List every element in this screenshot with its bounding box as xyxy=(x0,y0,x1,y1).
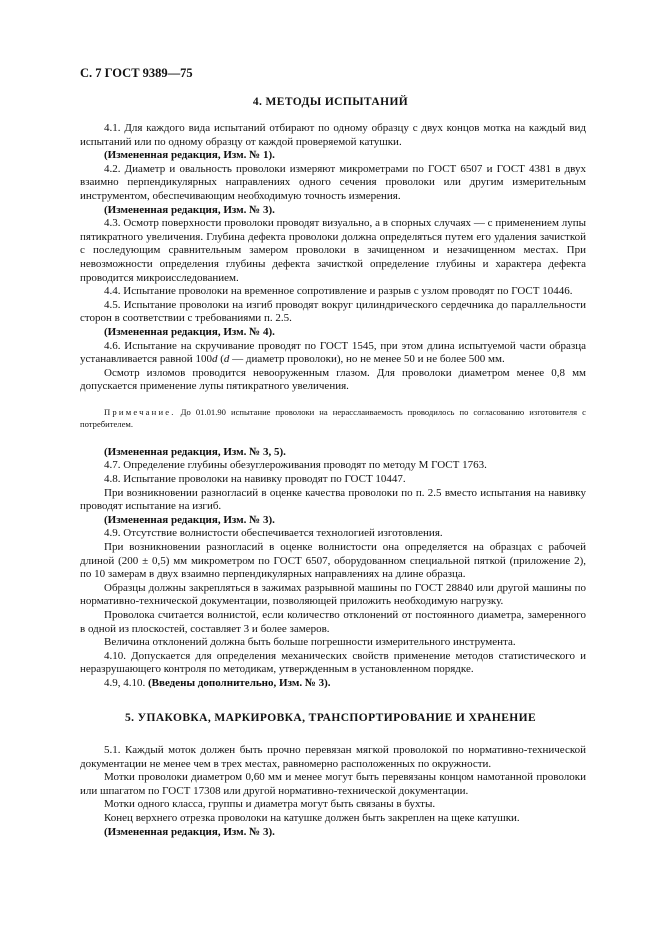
paragraph-deviation: Величина отклонений должна быть больше погрешности измерительного инструмента. xyxy=(104,636,516,649)
paragraph-end-fixing: Конец верхнего отрезка проволоки на катушке должен быть закреплен на щеке катушки. xyxy=(104,811,520,824)
paragraph-waviness-criteria: Проволока считается волнистой, если количество отклонений от постоянного диаметра, замеренного в одной из плоскостей, составляет 3 и более замеров. xyxy=(80,609,586,635)
section-5-body xyxy=(80,744,586,839)
amendment-note: (Измененная редакция, Изм. № 3). xyxy=(104,825,275,838)
paragraph-samples: Образцы должны закрепляться в зажимах разрывной машины по ГОСТ 28840 или другой машины по нормативно-технической документации, позволяющей приложить необходимую нагрузку. xyxy=(80,581,586,608)
amendment-note: (Измененная редакция, Изм. № 3). xyxy=(104,203,275,216)
paragraph-4-4: 4.4. Испытание проволоки на временное сопротивление и разрыв с узлом проводят по ГОСТ 10446. xyxy=(104,285,573,298)
paragraph-4-7: 4.7. Определение глубины обезуглероживания проводят по методу М ГОСТ 1763. xyxy=(104,459,487,472)
paragraph-4-6: 4.6. Испытание на скручивание проводят по ГОСТ 1545, при этом длина испытуемой части образца устанавливается равной 100d (d — диаметр проволоки), но не менее 50 и не более 500 мм. xyxy=(80,339,586,366)
paragraph-4-1: 4.1. Для каждого вида испытаний отбирают по одному образцу с двух концов мотка на каждый вид испытаний или по одному образцу от каждой проверяемой катушки. xyxy=(80,122,586,148)
paragraph-4-2: 4.2. Диаметр и овальность проволоки измеряют микрометрами по ГОСТ 6507 и ГОСТ 4381 в двух взаимно перпендикулярных направлениях одного сечения проволоки или другим измерительным инструментом, обеспечивающим необходимую точность измерения. xyxy=(80,162,586,202)
page-header: С. 7 ГОСТ 9389—75 xyxy=(80,66,193,80)
paragraph-4-8: 4.8. Испытание проволоки на навивку проводят по ГОСТ 10447. xyxy=(104,473,406,486)
paragraph-5-1: 5.1. Каждый моток должен быть прочно перевязан мягкой проволокой по нормативно-технической документации не менее чем в трех местах, равномерно расположенных по окружности. xyxy=(80,744,586,770)
note-label: Примечание. xyxy=(104,406,176,417)
section-4-title: 4. МЕТОДЫ ИСПЫТАНИЙ xyxy=(252,96,409,108)
paragraph-4-10: 4.10. Допускается для определения механических свойств применение методов статистического и неразрушающего контроля по методикам, утвержденным в установленном порядке. xyxy=(80,649,586,676)
paragraph-fracture-inspection: Осмотр изломов проводится невооруженным глазом. Для проволоки диаметром менее 0,8 мм допускается применение лупы пятикратного увеличения. xyxy=(80,366,586,393)
paragraph-coils: Мотки проволоки диаметром 0,60 мм и менее могут быть перевязаны концом намотанной проволоки или шпагатом по ГОСТ 17308 или другой нормативно-технической документации. xyxy=(80,771,586,797)
paragraph-waviness: При возникновении разногласий в оценке волнистости она определяется на образцах с рабочей длиной (200 ± 0,5) мм микрометром по ГОСТ 6507, оборудованном специальной пяткой (приложение 2), по 10 замерам в двух взаимно перпендикулярных направлениях на длине образца. xyxy=(80,541,586,581)
section-4-body xyxy=(80,122,586,691)
amendment-note: (Измененная редакция, Изм. № 4). xyxy=(104,325,275,338)
paragraph-disagreement: При возникновении разногласий в оценке качества проволоки по п. 2.5 вместо испытания на навивку проводят испытание на изгиб. xyxy=(80,486,586,513)
amendment-note: (Измененная редакция, Изм. № 3). xyxy=(104,513,275,526)
amendment-note: (Измененная редакция, Изм. № 3, 5). xyxy=(104,445,286,458)
paragraph-4-9: 4.9. Отсутствие волнистости обеспечивается технологией изготовления. xyxy=(104,527,443,540)
paragraph-4-3: 4.3. Осмотр поверхности проволоки проводят визуально, а в спорных случаях — с применением лупы пятикратного увеличения. Глубина дефекта проволоки должна определяться путем его удаления зачисткой с последующим сравнительным замером проволоки в зачищенном и незачищенном местах. При невозможности определения глубины дефекта зачисткой определение глубины и характера дефекта проводится микроисследованием. xyxy=(80,217,586,284)
paragraph-4-5: 4.5. Испытание проволоки на изгиб проводят вокруг цилиндрического сердечника до параллельности сторон в соответствии с требованиями п. 2.5. xyxy=(80,298,586,325)
paragraph-bundles: Мотки одного класса, группы и диаметра могут быть связаны в бухты. xyxy=(104,798,436,811)
note: Примечание. До 01.01.90 испытание проволоки на нерасслаиваемость проводилось по согласованию изготовителя с потребителем. xyxy=(80,406,586,429)
section-5-title: 5. УПАКОВКА, МАРКИРОВКА, ТРАНСПОРТИРОВАНИЕ И ХРАНЕНИЕ xyxy=(124,712,537,724)
paragraph-added: 4.9, 4.10. (Введены дополнительно, Изм. № 3). xyxy=(104,676,331,689)
amendment-note: (Измененная редакция, Изм. № 1). xyxy=(104,149,275,162)
